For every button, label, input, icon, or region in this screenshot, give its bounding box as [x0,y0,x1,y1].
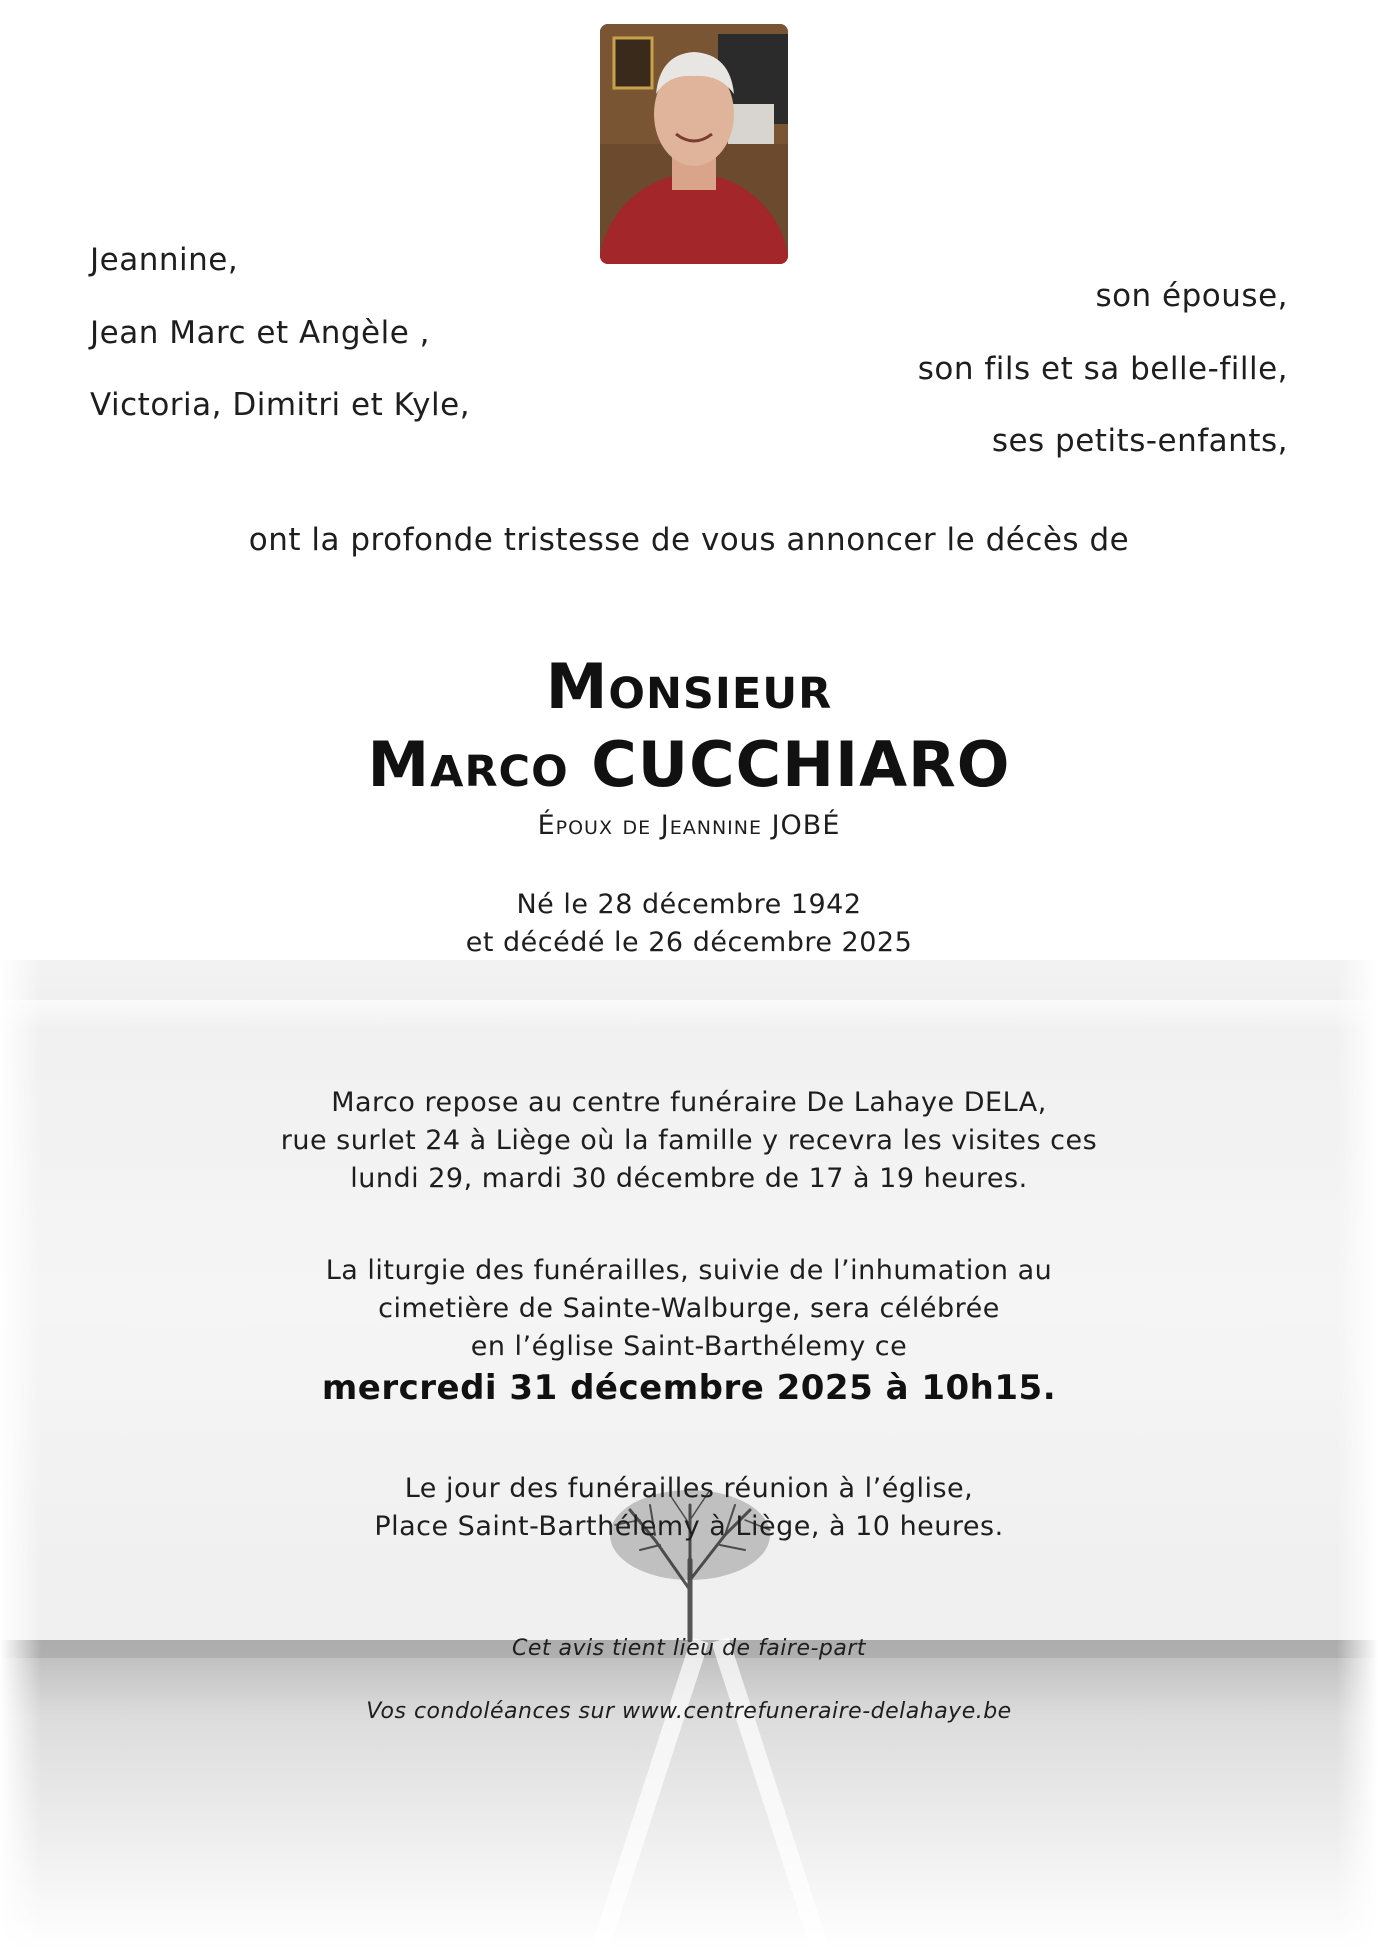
announcement-text: ont la profonde tristesse de vous annoncer le décès de [248,522,1130,558]
liturgy-line-1: La liturgie des funérailles, suivie de l’inhumation au [325,1255,1053,1286]
family-names-2: Jean Marc et Angèle , [90,315,430,351]
deceased-title [0,650,1378,723]
condolences-link[interactable]: Vos condoléances sur www.centrefuneraire-delahaye.be [366,1699,1012,1724]
meeting-line-1: Le jour des funérailles réunion à l’église, [404,1473,974,1504]
liturgy-line-2: cimetière de Sainte-Walburge, sera célébrée [378,1293,1000,1324]
family-relation-3: ses petits-enfants, [991,423,1288,459]
family-relation-1: son épouse, [1095,278,1288,314]
deceased-title-text: Monsieur [545,650,833,723]
spouse-prefix: Époux de Jeannine [537,810,762,841]
spouse-line [0,810,1378,841]
family-names-3: Victoria, Dimitri et Kyle, [90,387,471,423]
death-date: et décédé le 26 décembre 2025 [465,927,913,958]
visitation-line-2: rue surlet 24 à Liège où la famille y recevra les visites ces [280,1125,1098,1156]
deceased-name [0,728,1378,801]
visitation-line-1: Marco repose au centre funéraire De Lahaye DELA, [331,1087,1047,1118]
spouse-last-name: JOBÉ [771,810,841,841]
portrait-photo [600,24,788,264]
deceased-first-name: Marco [367,728,569,801]
liturgy-line-3: en l’église Saint-Barthélemy ce [470,1331,908,1362]
ceremony-date: mercredi 31 décembre 2025 à 10h15. [321,1368,1057,1408]
meeting-line-2: Place Saint-Barthélemy à Liège, à 10 heures. [374,1511,1004,1542]
family-relation-2: son fils et sa belle-fille, [917,351,1288,387]
visitation-line-3: lundi 29, mardi 30 décembre de 17 à 19 heures. [350,1163,1028,1194]
birth-date: Né le 28 décembre 1942 [516,889,862,920]
faire-part-notice: Cet avis tient lieu de faire-part [511,1636,867,1661]
deceased-last-name: CUCCHIARO [591,728,1011,801]
family-names-1: Jeannine, [90,242,239,278]
